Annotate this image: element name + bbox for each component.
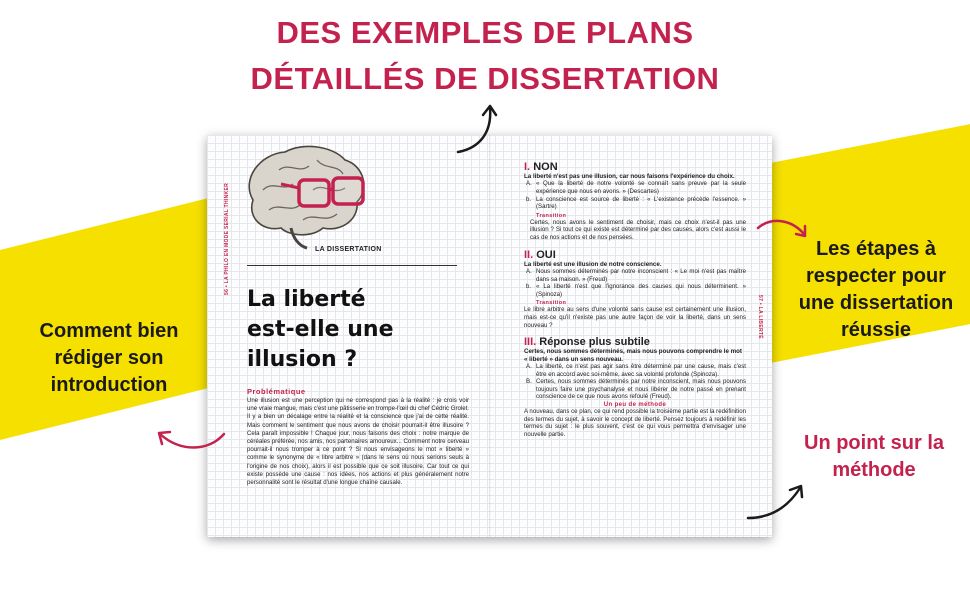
spacer — [524, 242, 746, 249]
callout-line: Les étapes à — [815, 238, 937, 260]
item-text: Certes, nous sommes déterminés par notre inconscient, mais nous pouvons toujours faire une psychanalyse et nous libérer de notre passé en prenant conscience de ce que nous avons refoulé (Freud). — [536, 378, 746, 401]
section-3-item-b — [524, 378, 746, 401]
transition-text-2: Le libre arbitre au sens d'une volonté sans cause est certainement une illusion, mais est-ce qu'il n'existe pas une autre façon de voir la liberté, dans un sens nouveau ? — [524, 306, 746, 329]
left-page-side-label: 56 • LA PHILO EN MODE SERIAL THINKER — [224, 182, 230, 295]
callout-etapes — [786, 236, 966, 344]
section-number-1: I. — [524, 161, 531, 173]
section-title-1: NON — [533, 161, 558, 173]
section-number-2: II. — [524, 248, 534, 261]
arrow-etapes-icon — [752, 210, 812, 250]
callout-line: une dissertation — [798, 292, 954, 314]
callout-line: Un point sur la — [804, 432, 944, 454]
plan-column — [524, 161, 746, 438]
title-line-2: est-elle une — [247, 317, 394, 342]
item-letter: b. — [526, 195, 532, 203]
arrow-methode-icon — [742, 478, 812, 528]
right-page-side-label: 57 • LA LIBERTÉ — [757, 295, 763, 339]
headline — [0, 10, 970, 102]
transition-label-1: Transition — [536, 212, 567, 219]
problematique-body: Une illusion est une perception qui ne correspond pas à la réalité : je crois voir une vraie mangue, mais c'est une pâtisserie en trompe-l'œil du chef Cédric Grolet. Il y a bien un décalage entre la réalité et la conscience que j'ai de cette réalité. Mais comment le sentiment que nous avons de choisir pourrait-il être illusoire ? Cela paraît impossible ! Chaque jour, nous faisons des choix : notre marque de céréales préférée, nos amis, nos partenaires amoureux... Comment notre cerveau pourrait-il nous tromper à ce point ? Si nous envisageons le mot « liberté » comme le synonyme de « libre arbitre » (dans le sens où nous serions seuls à l'origine de nos choix), alors il est possible que ce soit illusoire. Car tout ce qui existe possède une cause : nos idées, nos actions et plus généralement notre personnalité sont le résultat d'une longue chaîne causale. — [247, 397, 469, 487]
transition-text-1: Certes, nous avons le sentiment de choisir, mais ce choix n'est-il pas une illusion ? Si tout ce qui existe est déterminé par des causes, alors c'est aussi le cas de nos actions et de nos pensées. — [530, 218, 746, 241]
section-title-3: Réponse plus subtile — [539, 336, 650, 349]
arrow-introduction-icon — [150, 408, 230, 458]
section-heading-1 — [524, 161, 746, 173]
callout-line: rédiger son — [54, 347, 164, 369]
book-spine — [489, 135, 491, 537]
book-spread — [207, 135, 772, 537]
method-text: A nouveau, dans ce plan, ce qui rend possible la troisième partie est la redéfinition des termes du sujet, à savoir le concept de liberté. Pensez toujours à redéfinir les termes du sujet : le plus souvent, c'est ce qui vous permettra d'envisager une nouvelle partie. — [524, 407, 746, 438]
callout-line: méthode — [832, 459, 916, 481]
item-letter: A. — [526, 362, 532, 370]
spacer — [524, 329, 746, 336]
arrow-headline-icon — [450, 100, 510, 160]
section-2-item-a — [524, 268, 746, 283]
section-tag: LA DISSERTATION — [315, 246, 382, 253]
callout-line: Comment bien — [39, 320, 179, 342]
section-heading-2 — [524, 249, 746, 261]
item-text: Nous sommes déterminés par notre inconscient : « Le moi n'est pas maître dans sa maison. » (Freud) — [536, 267, 746, 283]
item-letter: B. — [526, 378, 532, 386]
title-line-1: La liberté — [247, 287, 366, 312]
item-text: « La liberté n'est que l'ignorance des causes qui nous déterminent. » (Spinoza) — [536, 283, 746, 298]
item-letter: A. — [526, 180, 532, 188]
callout-line: introduction — [50, 374, 168, 396]
section-3-item-a — [524, 363, 746, 378]
section-thesis-1: La liberté n'est pas une illusion, car nous faisons l'expérience du choix. — [524, 173, 735, 180]
callout-methode — [786, 430, 962, 484]
method-label: Un peu de méthode — [603, 401, 667, 408]
callout-introduction — [14, 318, 204, 399]
page-title — [247, 285, 477, 375]
brain-with-glasses-illustration — [233, 140, 373, 252]
headline-line-1: DES EXEMPLES DE PLANS — [276, 15, 694, 50]
transition-label-2: Transition — [536, 300, 567, 307]
problematique-label: Problématique — [247, 387, 306, 396]
headline-line-2: DÉTAILLÉS DE DISSERTATION — [250, 61, 720, 96]
item-text: La conscience est source de liberté : « L'existence précède l'essence. » (Sartre) — [536, 195, 746, 211]
section-1-item-a — [524, 180, 746, 195]
callout-line: respecter pour — [805, 265, 947, 287]
callout-line: réussie — [840, 319, 912, 341]
section-2-item-b — [524, 283, 746, 298]
section-1-item-b — [524, 196, 746, 211]
section-title-2: OUI — [536, 248, 556, 261]
section-thesis-3: Certes, nous sommes déterminés, mais nous pouvons comprendre le mot « liberté » dans un sens nouveau. — [524, 348, 742, 363]
title-rule — [247, 265, 457, 266]
item-letter: b. — [526, 283, 532, 291]
title-line-3: illusion ? — [247, 347, 358, 372]
item-text: La liberté, ce n'est pas agir sans être déterminé par une cause, mais c'est être en accord avec soi-même, avec sa volonté profonde (Spinoza). — [536, 362, 746, 378]
section-thesis-2: La liberté est une illusion de notre conscience. — [524, 260, 662, 268]
section-heading-3 — [524, 336, 746, 348]
item-text: « Que la liberté de notre volonté se connaît sans preuve par la seule expérience que nous en avons. » (Descartes) — [536, 180, 746, 195]
section-number-3: III. — [524, 336, 537, 349]
item-letter: A. — [526, 267, 532, 275]
